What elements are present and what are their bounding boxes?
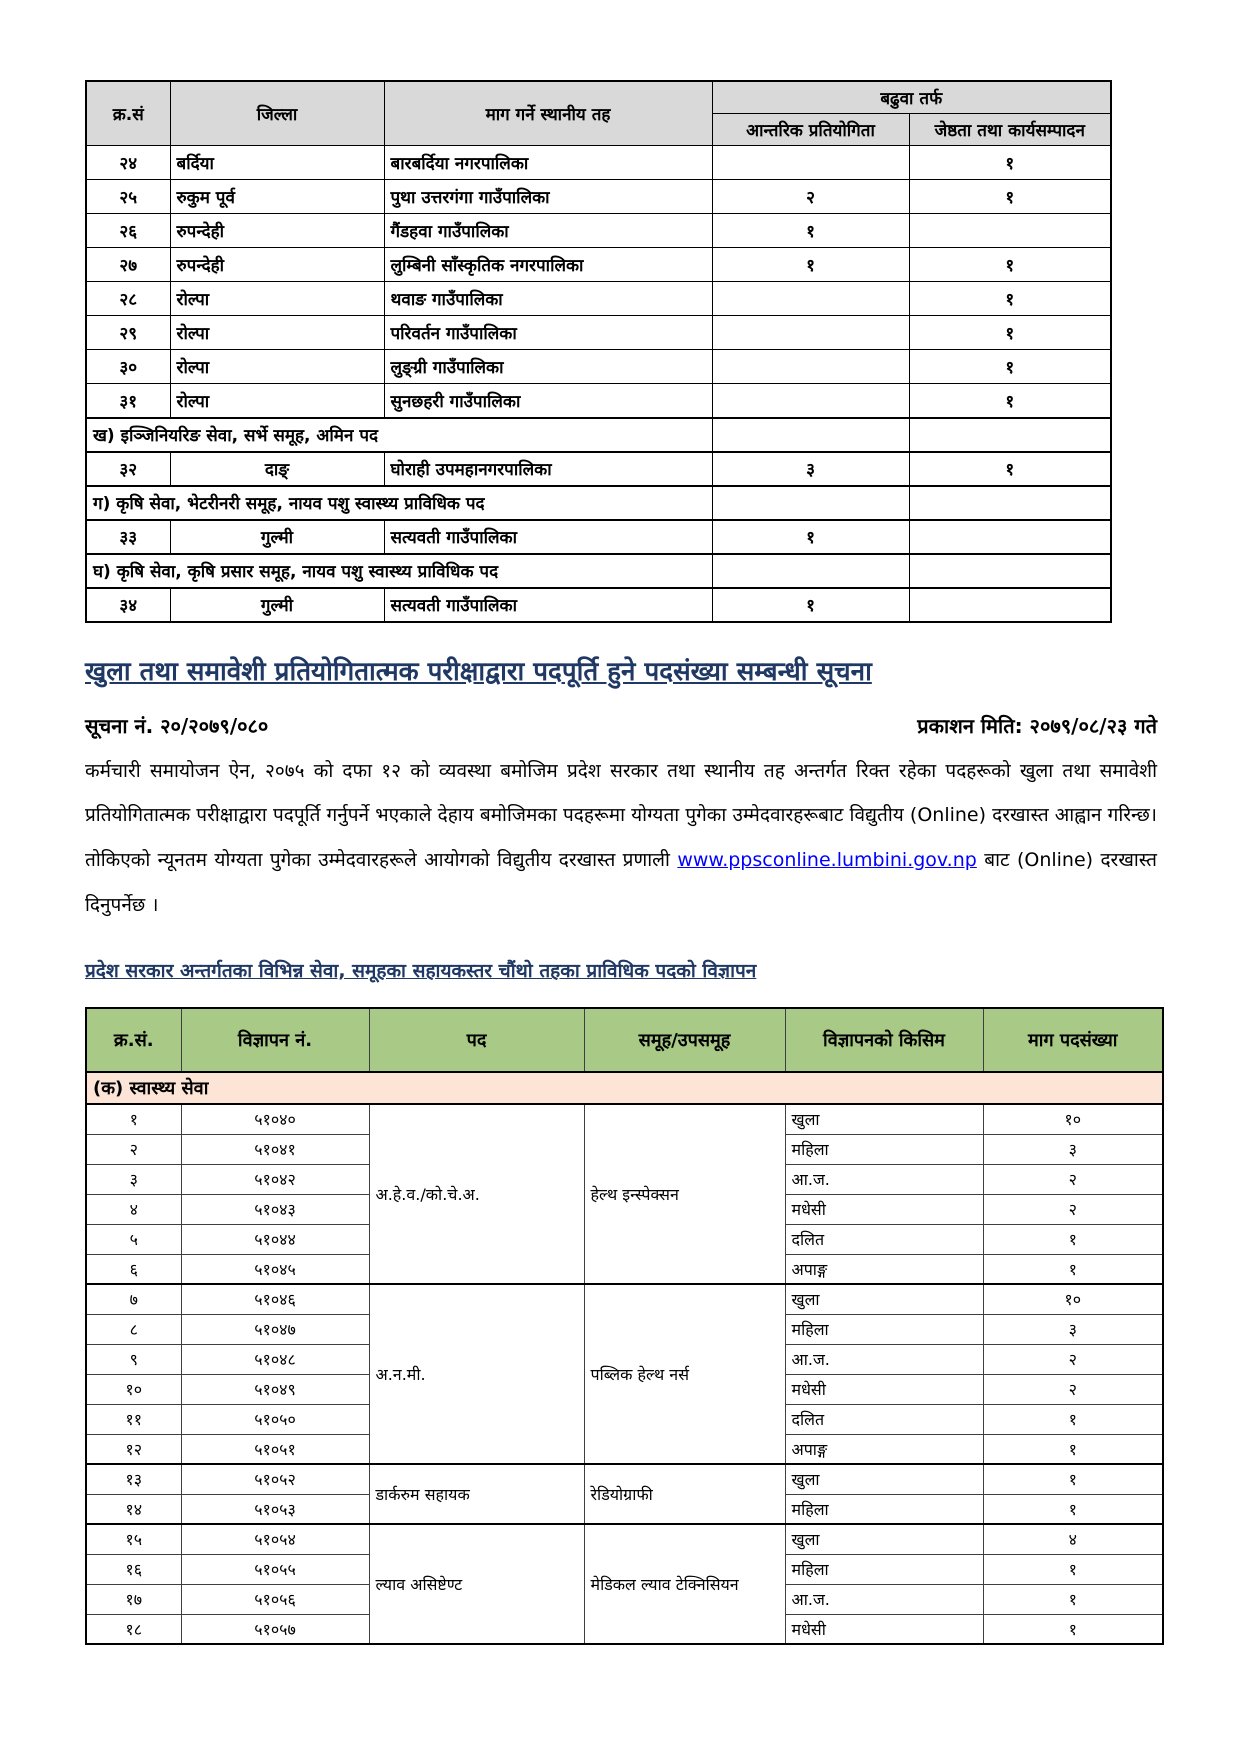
demand-count-cell: १ [983,1584,1163,1614]
serial-no-cell: २ [86,1134,181,1164]
demand-count-cell: ३ [983,1314,1163,1344]
internal-competition-cell [712,554,909,588]
advertisement-header-cell: विज्ञापनको किसिम [785,1008,983,1072]
serial-no-cell: २६ [86,214,170,248]
table-row [86,214,1111,248]
pps-online-link[interactable]: www.ppsconline.lumbini.gov.np [677,848,977,871]
local-level-cell: सत्यवती गाउँपालिका [384,588,712,622]
advertisement-kind-cell: दलित [785,1224,983,1254]
advertisement-no-cell: ५१०४३ [181,1194,369,1224]
advertisement-no-cell: ५१०४५ [181,1254,369,1284]
advertisement-no-cell: ५१०४९ [181,1374,369,1404]
seniority-performance-cell: १ [909,180,1111,214]
advertisement-header-cell: पद [369,1008,584,1072]
local-level-cell: गैंडहवा गाउँपालिका [384,214,712,248]
serial-no-cell: ३१ [86,384,170,418]
advertisement-no-cell: ५१०४२ [181,1164,369,1194]
table-row [86,520,1111,554]
col-seniority-performance: जेष्ठता तथा कार्यसम्पादन [909,114,1111,146]
advertisement-kind-cell: मधेसी [785,1614,983,1644]
seniority-performance-cell: १ [909,384,1111,418]
advertisement-no-cell: ५१०५४ [181,1524,369,1554]
advertisement-table [85,1007,1164,1645]
serial-no-cell: ७ [86,1284,181,1314]
advertisement-kind-cell: महिला [785,1554,983,1584]
district-cell: बर्दिया [170,146,384,180]
advertisement-no-cell: ५१०४४ [181,1224,369,1254]
serial-no-cell: १७ [86,1584,181,1614]
serial-no-cell: २९ [86,316,170,350]
local-level-cell: पुथा उत्तरगंगा गाउँपालिका [384,180,712,214]
demand-count-cell: १ [983,1614,1163,1644]
table-row [86,146,1111,180]
serial-no-cell: १ [86,1104,181,1134]
local-level-cell: थवाङ गाउँपालिका [384,282,712,316]
seniority-performance-cell [909,588,1111,622]
district-cell: रोल्पा [170,384,384,418]
advertisement-kind-cell: दलित [785,1404,983,1434]
internal-competition-cell: ३ [712,452,909,486]
advertisement-no-cell: ५१०४७ [181,1314,369,1344]
demand-count-cell: १ [983,1464,1163,1494]
serial-no-cell: १६ [86,1554,181,1584]
advertisement-header-row [86,1008,1163,1072]
body-text-after-link: बाट (Online) दरखास्त दिनुपर्नेछ । [85,848,1158,916]
internal-competition-cell: १ [712,520,909,554]
serial-no-cell: ३३ [86,520,170,554]
demand-count-cell: २ [983,1164,1163,1194]
local-level-cell: लुङ्ग्री गाउँपालिका [384,350,712,384]
serial-no-cell: ४ [86,1194,181,1224]
service-section-row [86,554,1111,588]
serial-no-cell: २४ [86,146,170,180]
serial-no-cell: १४ [86,1494,181,1524]
advertisement-kind-cell: खुला [785,1464,983,1494]
advertisement-kind-cell: आ.ज. [785,1164,983,1194]
serial-no-cell: २८ [86,282,170,316]
seniority-performance-cell: १ [909,350,1111,384]
advertisement-header-cell: माग पदसंख्या [983,1008,1163,1072]
table-row [86,316,1111,350]
serial-no-cell: ८ [86,1314,181,1344]
seniority-performance-cell [909,520,1111,554]
demand-count-cell: १ [983,1434,1163,1464]
advertisement-kind-cell: खुला [785,1524,983,1554]
advertisement-no-cell: ५१०५७ [181,1614,369,1644]
body-text-before-link: कर्मचारी समायोजन ऐन, २०७५ को दफा १२ को व्यवस्था बमोजिम प्रदेश सरकार तथा स्थानीय तह अन्तर्गत रिक्त रहेका पदहरूको खुला तथा समावेशी प्रतियोगितात्मक परीक्षाद्वारा पदपूर्ति गर्नुपर्ने भएकाले देहाय बमोजिमका पदहरूमा योग्यता पुगेका उम्मेदवारहरूबाट विद्युतीय (Online) दरखास्त आह्वान गरिन्छ। तोकिएको न्यूनतम योग्यता पुगेका उम्मेदवारहरूले आयोगको विद्युतीय दरखास्त प्रणाली [85,759,1157,871]
advertisement-no-cell: ५१०५२ [181,1464,369,1494]
internal-competition-cell: २ [712,180,909,214]
district-cell: रोल्पा [170,316,384,350]
serial-no-cell: ९ [86,1344,181,1374]
notice-body-paragraph [85,749,1157,928]
seniority-performance-cell [909,486,1111,520]
promotion-table-header [86,81,1111,146]
col-promotion-side: बढुवा तर्फ [712,81,1111,114]
subgroup-cell: पब्लिक हेल्थ नर्स [584,1284,785,1464]
table-row [86,350,1111,384]
advertisement-kind-cell: मधेसी [785,1374,983,1404]
subgroup-cell: मेडिकल ल्याव टेक्निसियन [584,1524,785,1644]
table-row [86,180,1111,214]
local-level-cell: घोराही उपमहानगरपालिका [384,452,712,486]
notice-number: सूचना नं. २०/२०७९/०८० [85,713,269,738]
table-row [86,248,1111,282]
advertisement-no-cell: ५१०५० [181,1404,369,1434]
advertisement-section-heading: प्रदेश सरकार अन्तर्गतका विभिन्न सेवा, समूहका सहायकस्तर चौंथो तहका प्राविधिक पदको विज्ञापन [85,960,757,983]
advertisement-kind-cell: महिला [785,1314,983,1344]
post-cell: अ.हे.व./को.चे.अ. [369,1104,584,1284]
post-cell: डार्करुम सहायक [369,1464,584,1524]
advertisement-table-body [86,1072,1163,1644]
service-section-label: घ) कृषि सेवा, कृषि प्रसार समूह, नायव पशु स्वास्थ्य प्राविधिक पद [86,554,712,588]
post-cell: ल्याव असिष्टेण्ट [369,1524,584,1644]
advertisement-kind-cell: महिला [785,1494,983,1524]
promotion-table-body [86,146,1111,622]
district-cell: रोल्पा [170,350,384,384]
local-level-cell: सुनछहरी गाउँपालिका [384,384,712,418]
advertisement-header-cell: विज्ञापन नं. [181,1008,369,1072]
district-cell: गुल्मी [170,520,384,554]
demand-count-cell: १० [983,1104,1163,1134]
service-section-row [86,486,1111,520]
internal-competition-cell [712,316,909,350]
subgroup-cell: रेडियोग्राफी [584,1464,785,1524]
demand-count-cell: ४ [983,1524,1163,1554]
advertisement-no-cell: ५१०५३ [181,1494,369,1524]
advertisement-row [86,1104,1163,1134]
local-level-cell: परिवर्तन गाउँपालिका [384,316,712,350]
internal-competition-cell [712,350,909,384]
serial-no-cell: २५ [86,180,170,214]
district-cell: रुपन्देही [170,214,384,248]
advertisement-header-cell: समूह/उपसमूह [584,1008,785,1072]
health-service-section-row [86,1072,1163,1104]
serial-no-cell: ३ [86,1164,181,1194]
subgroup-cell: हेल्थ इन्स्पेक्सन [584,1104,785,1284]
internal-competition-cell: १ [712,214,909,248]
demand-count-cell: १ [983,1494,1163,1524]
internal-competition-cell [712,282,909,316]
demand-count-cell: २ [983,1194,1163,1224]
serial-no-cell: १८ [86,1614,181,1644]
advertisement-kind-cell: मधेसी [785,1194,983,1224]
advertisement-kind-cell: महिला [785,1134,983,1164]
seniority-performance-cell [909,418,1111,452]
serial-no-cell: १५ [86,1524,181,1554]
col-serial-no: क्र.सं [86,81,170,146]
col-internal-competition: आन्तरिक प्रतियोगिता [712,114,909,146]
internal-competition-cell: १ [712,588,909,622]
table-row [86,282,1111,316]
serial-no-cell: १३ [86,1464,181,1494]
service-section-row [86,418,1111,452]
seniority-performance-cell: १ [909,452,1111,486]
promotion-table [85,80,1112,623]
seniority-performance-cell [909,214,1111,248]
col-local-level: माग गर्ने स्थानीय तह [384,81,712,146]
table-row [86,384,1111,418]
demand-count-cell: २ [983,1344,1163,1374]
internal-competition-cell: १ [712,248,909,282]
demand-count-cell: १ [983,1404,1163,1434]
district-cell: रोल्पा [170,282,384,316]
serial-no-cell: ३४ [86,588,170,622]
local-level-cell: बारबर्दिया नगरपालिका [384,146,712,180]
serial-no-cell: ३० [86,350,170,384]
seniority-performance-cell: १ [909,282,1111,316]
serial-no-cell: २७ [86,248,170,282]
district-cell: रुकुम पूर्व [170,180,384,214]
seniority-performance-cell: १ [909,248,1111,282]
advertisement-kind-cell: आ.ज. [785,1344,983,1374]
serial-no-cell: १० [86,1374,181,1404]
advertisement-kind-cell: खुला [785,1284,983,1314]
serial-no-cell: ३२ [86,452,170,486]
advertisement-no-cell: ५१०५६ [181,1584,369,1614]
district-cell: दाङ् [170,452,384,486]
advertisement-row [86,1524,1163,1554]
advertisement-no-cell: ५१०४१ [181,1134,369,1164]
advertisement-kind-cell: आ.ज. [785,1584,983,1614]
table-row [86,452,1111,486]
demand-count-cell: २ [983,1374,1163,1404]
advertisement-no-cell: ५१०५५ [181,1554,369,1584]
district-cell: रुपन्देही [170,248,384,282]
demand-count-cell: १ [983,1254,1163,1284]
advertisement-row [86,1464,1163,1494]
service-section-label: ग) कृषि सेवा, भेटरीनरी समूह, नायव पशु स्वास्थ्य प्राविधिक पद [86,486,712,520]
seniority-performance-cell [909,554,1111,588]
advertisement-kind-cell: अपाङ्ग [785,1254,983,1284]
col-district: जिल्ला [170,81,384,146]
page-title: खुला तथा समावेशी प्रतियोगितात्मक परीक्षाद्वारा पदपूर्ति हुने पदसंख्या सम्बन्धी सूचना [85,656,872,687]
demand-count-cell: १ [983,1224,1163,1254]
seniority-performance-cell: १ [909,316,1111,350]
advertisement-row [86,1284,1163,1314]
service-section-label: ख) इञ्जिनियरिङ सेवा, सर्भे समूह, अमिन पद [86,418,712,452]
advertisement-no-cell: ५१०५१ [181,1434,369,1464]
local-level-cell: सत्यवती गाउँपालिका [384,520,712,554]
demand-count-cell: १ [983,1554,1163,1584]
serial-no-cell: ११ [86,1404,181,1434]
internal-competition-cell [712,486,909,520]
table-row [86,588,1111,622]
advertisement-no-cell: ५१०४८ [181,1344,369,1374]
advertisement-kind-cell: खुला [785,1104,983,1134]
seniority-performance-cell: १ [909,146,1111,180]
serial-no-cell: ६ [86,1254,181,1284]
advertisement-header-cell: क्र.सं. [86,1008,181,1072]
internal-competition-cell [712,146,909,180]
demand-count-cell: ३ [983,1134,1163,1164]
serial-no-cell: ५ [86,1224,181,1254]
serial-no-cell: १२ [86,1434,181,1464]
local-level-cell: लुम्बिनी साँस्कृतिक नगरपालिका [384,248,712,282]
publish-date: प्रकाशन मिति: २०७९/०८/२३ गते [917,713,1157,738]
advertisement-table-header [86,1008,1163,1072]
demand-count-cell: १० [983,1284,1163,1314]
internal-competition-cell [712,418,909,452]
internal-competition-cell [712,384,909,418]
notice-meta-line [85,712,1157,739]
health-service-section-label: (क) स्वास्थ्य सेवा [86,1072,1163,1104]
advertisement-no-cell: ५१०४० [181,1104,369,1134]
advertisement-kind-cell: अपाङ्ग [785,1434,983,1464]
advertisement-no-cell: ५१०४६ [181,1284,369,1314]
post-cell: अ.न.मी. [369,1284,584,1464]
district-cell: गुल्मी [170,588,384,622]
